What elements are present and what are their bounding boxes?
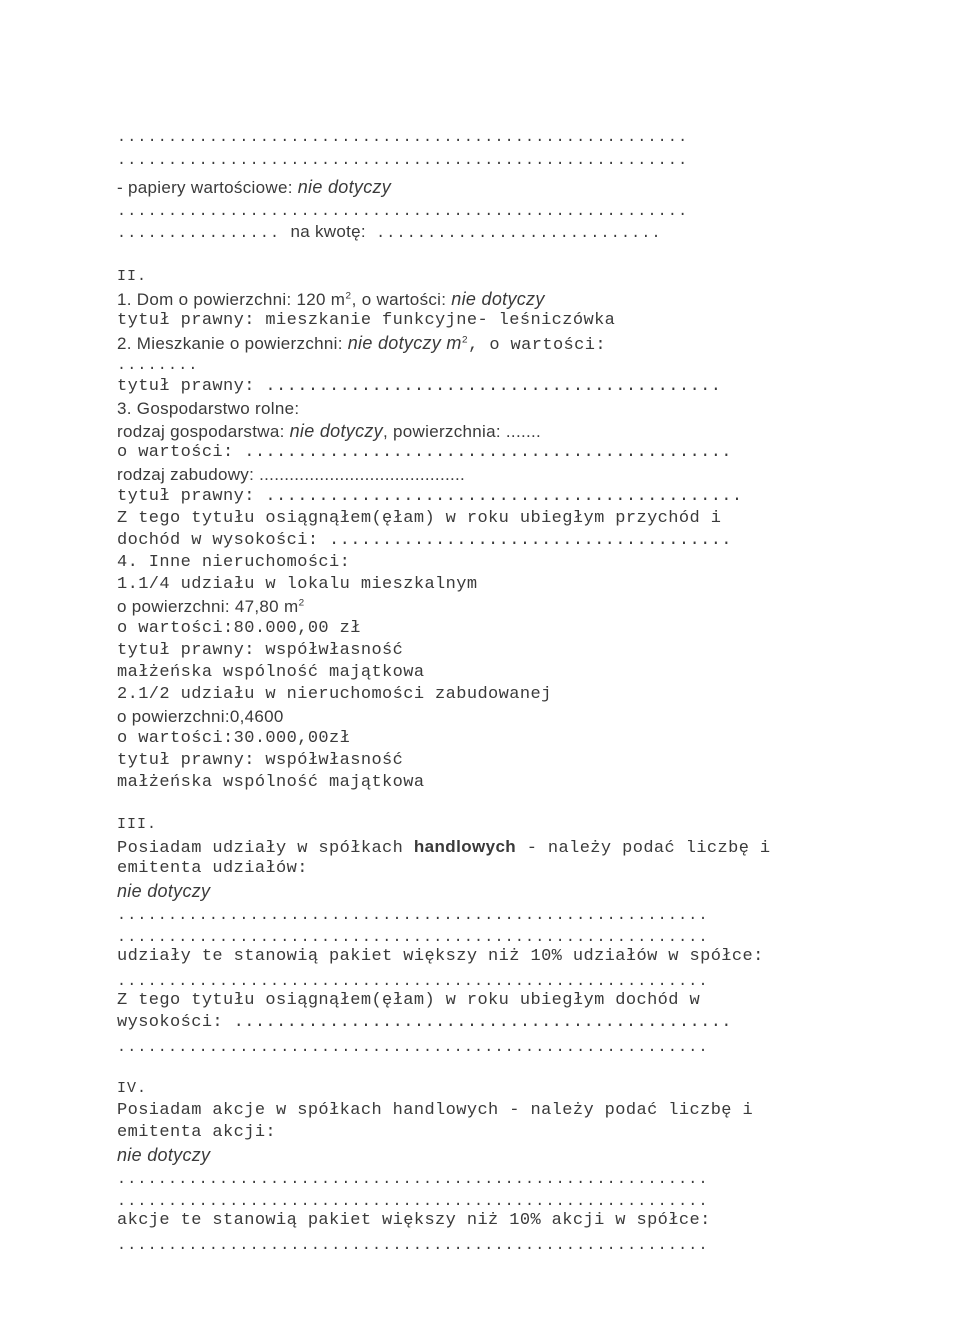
dots: ............................ [365, 225, 662, 242]
udzialy-pre: Posiadam udziały w spółkach [117, 839, 414, 858]
inne1-title: 1.1/4 udziału w lokalu mieszkalnym [117, 575, 478, 594]
gospodarstwo-przychod-line: Z tego tytułu osiągnąłem(ęłam) w roku ubiegłym przychód i [117, 509, 722, 528]
gospodarstwo-heading: 3. Gospodarstwo rolne: [117, 399, 300, 418]
mieszkanie-line [117, 333, 606, 356]
akcje-line2: emitenta akcji: [117, 1123, 277, 1142]
dom-mid: , o wartości: [351, 290, 452, 309]
rodzaj-post: , powierzchnia: ....... [382, 422, 542, 441]
inne2-tytul: tytuł prawny: współwłasność [117, 751, 404, 770]
mieszkanie-post: , o wartości: [468, 336, 606, 355]
dotted-line: .......................................................... [117, 907, 709, 924]
gospodarstwo-tytul-line: tytuł prawny: ............................................. [117, 487, 743, 506]
superscript: 2 [345, 291, 352, 303]
dotted-line: ........................................................ [117, 203, 689, 220]
dotted-line: ........ [117, 357, 199, 374]
section-heading-ii: II. [117, 268, 148, 285]
papiery-label: - papiery wartościowe: [117, 178, 298, 197]
inne2-title: 2.1/2 udziału w nieruchomości zabudowanej [117, 685, 552, 704]
udzialy-line2: emitenta udziałów: [117, 859, 308, 878]
dom-line [117, 289, 545, 312]
papiery-value: nie dotyczy [297, 177, 392, 197]
inne1-wartosci: o wartości:80.000,00 zł [117, 619, 361, 638]
superscript: 2 [461, 335, 469, 347]
inne-heading: 4. Inne nieruchomości: [117, 553, 351, 572]
dotted-line: .......................................................... [117, 973, 709, 990]
udzialy-post: - należy podać liczbę i [516, 839, 771, 858]
gospodarstwo-rodzaj-line [117, 421, 541, 444]
dotted-line: ........................................................ [117, 152, 689, 169]
dotted-line: .......................................................... [117, 929, 709, 946]
udzialy-bold: handlowych [413, 837, 517, 856]
udzialy-value: nie dotyczy [117, 881, 211, 901]
dom-value: nie dotyczy [451, 289, 545, 309]
dom-tytul-line: tytuł prawny: mieszkanie funkcyjne- leśniczówka [117, 311, 616, 330]
udzialy-dochod-line2: wysokości: ............................................... [117, 1013, 732, 1032]
rodzaj-value: nie dotyczy [289, 421, 383, 441]
dotted-line: .......................................................... [117, 1193, 709, 1210]
gospodarstwo-wartosci-line: o wartości: .............................................. [117, 443, 732, 462]
udzialy-line1 [117, 837, 771, 859]
inne1-pow-label: o powierzchni: 47,80 m [117, 597, 299, 616]
dotted-line: .......................................................... [117, 1237, 709, 1254]
na-kwote-label: na kwotę: [290, 222, 366, 241]
akcje-line1: Posiadam akcje w spółkach handlowych - należy podać liczbę i [117, 1101, 754, 1120]
udzialy-pakiet-line: udziały te stanowią pakiet większy niż 10% udziałów w spółce: [117, 947, 764, 966]
inne2-powierzchnia: o powierzchni:0,4600 [117, 707, 284, 726]
na-kwote-line [117, 222, 662, 244]
mieszkanie-value: nie dotyczy [347, 333, 442, 353]
gospodarstwo-zabudowy-line: rodzaj zabudowy: ......................................... [117, 465, 466, 484]
akcje-pakiet-line: akcje te stanowią pakiet większy niż 10% akcji w spółce: [117, 1211, 711, 1230]
inne1-tytul: tytuł prawny: współwłasność [117, 641, 404, 660]
papiery-wartosciowe-line [117, 177, 391, 200]
inne2-wartosci: o wartości:30.000,00zł [117, 729, 351, 748]
dom-label: 1. Dom o powierzchni: 120 m [117, 290, 346, 309]
rodzaj-label: rodzaj gospodarstwa: [117, 422, 290, 441]
inne2-wspolnosc: małżeńska wspólność majątkowa [117, 773, 425, 792]
mieszkanie-label: 2. Mieszkanie o powierzchni: [117, 334, 348, 353]
gospodarstwo-dochod-line: dochód w wysokości: ...................................... [117, 531, 732, 550]
inne1-wspolnosc: małżeńska wspólność majątkowa [117, 663, 425, 682]
section-heading-iv: IV. [117, 1080, 148, 1097]
section-heading-iii: III. [117, 816, 158, 833]
superscript: 2 [298, 598, 305, 610]
dotted-line: .......................................................... [117, 1039, 709, 1056]
inne1-powierzchnia [117, 597, 305, 619]
mieszkanie-unit: m [441, 333, 462, 353]
udzialy-dochod-line1: Z tego tytułu osiągnąłem(ęłam) w roku ubiegłym dochód w [117, 991, 701, 1010]
dotted-line: .......................................................... [117, 1171, 709, 1188]
akcje-value: nie dotyczy [117, 1145, 211, 1165]
dots: ................ [117, 225, 291, 242]
dotted-line: ........................................................ [117, 129, 689, 146]
mieszkanie-tytul-line: tytuł prawny: ........................................... [117, 377, 722, 396]
